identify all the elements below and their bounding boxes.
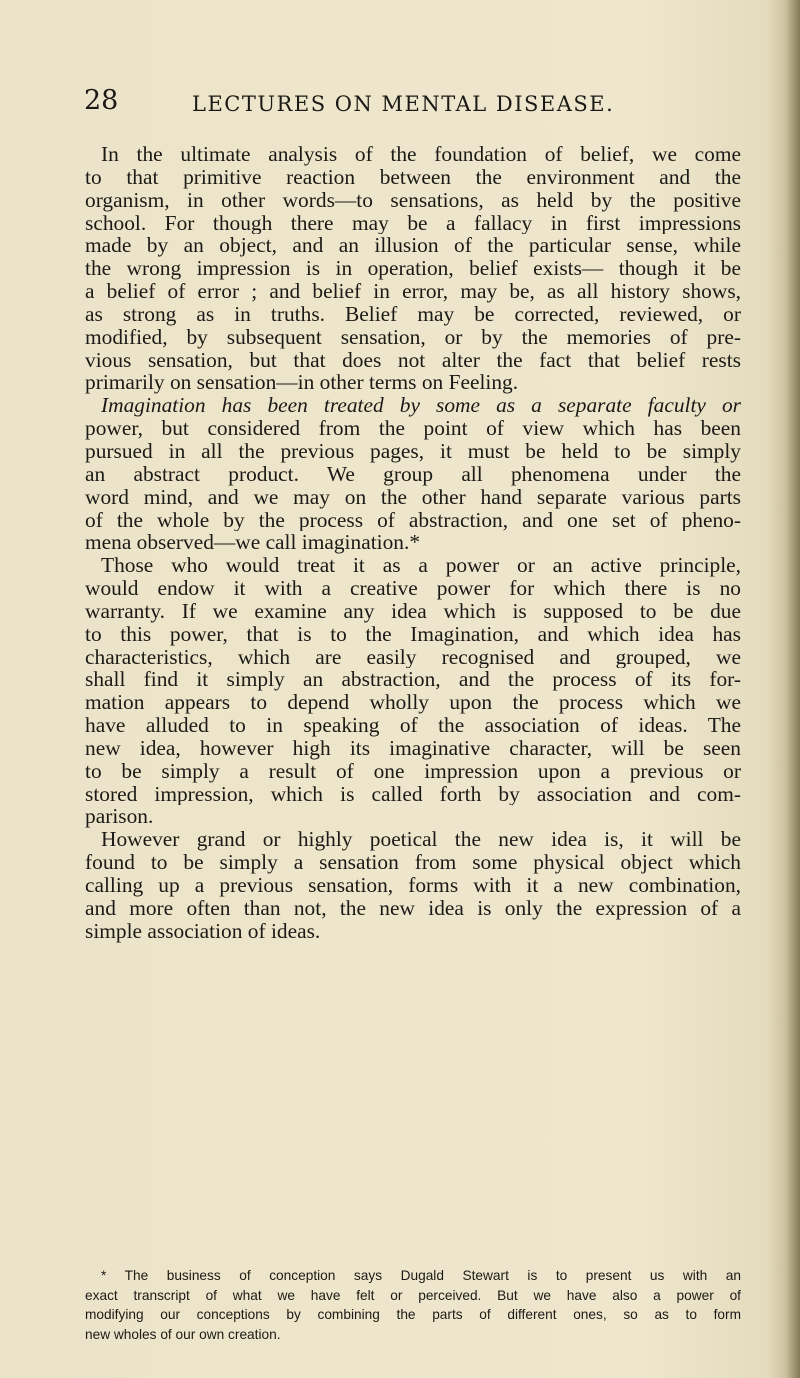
text-line: stored impression, which is called forth by association and com- [85,782,741,806]
text-line: have alluded to in speaking of the association of ideas. The [85,714,741,737]
page-edge-shadow [786,0,800,1378]
footnote-line: modifying our conceptions by combining the parts of different ones, so as to form [85,1307,741,1322]
text-line: organism, in other words—to sensations, as held by the positive [85,188,741,212]
text-line: to be simply a result of one impression upon a previous or [85,759,741,783]
text-line: mation appears to depend wholly upon the process which we [85,691,741,715]
page-header [80,86,740,120]
text-line: the wrong impression is in operation, belief exists— though it be [85,257,741,281]
text-line: to this power, that is to the Imagination, and which idea has [85,622,741,646]
text-line: power, but considered from the point of view which has been [85,417,741,440]
text-line: shall find it simply an abstraction, and the process of its for- [85,668,741,692]
footnote-line: * The business of conception says Dugald Stewart is to present us with an [101,1268,741,1283]
text-line: simple association of ideas. [85,919,321,943]
text-line: However grand or highly poetical the new idea is, it will be [101,828,741,852]
text-line: In the ultimate analysis of the foundation of belief, we come [101,143,741,166]
running-head: LECTURES ON MENTAL DISEASE. [192,92,615,116]
text-line: primarily on sensation—in other terms on Feeling. [85,371,519,395]
body-text [85,143,741,943]
text-line: school. For though there may be a fallacy in first impressions [85,211,741,235]
text-line: vious sensation, but that does not alter the fact that belief rests [85,348,741,372]
text-line: and more often than not, the new idea is only the expression of a [85,896,741,920]
text-line: characteristics, which are easily recognised and grouped, we [85,645,741,669]
text-line: of the whole by the process of abstraction, and one set of pheno- [85,508,741,532]
text-line: mena observed—we call imagination.* [85,531,421,555]
text-line: calling up a previous sensation, forms with it a new combination, [85,874,741,897]
footnote [85,1266,741,1344]
text-line: found to be simply a sensation from some physical object which [85,851,741,874]
text-line: parison. [85,805,154,829]
text-line: modified, by subsequent sensation, or by the memories of pre- [85,325,741,349]
text-line: would endow it with a creative power for which there is no [85,577,741,600]
text-line: Imagination has been treated by some as a separate faculty or [101,394,741,418]
text-line: as strong as in truths. Belief may be corrected, reviewed, or [85,302,741,326]
footnote-line: exact transcript of what we have felt or perceived. But we have also a power of [85,1287,741,1303]
text-line: to that primitive reaction between the environment and the [85,165,741,189]
footnote-line: new wholes of our own creation. [85,1326,281,1342]
text-line: word mind, and we may on the other hand separate various parts [85,485,741,509]
text-line: a belief of error ; and belief in error, may be, as all history shows, [85,280,741,303]
text-line: warranty. If we examine any idea which is supposed to be due [85,599,741,623]
text-line: Those who would treat it as a power or an active principle, [101,554,741,578]
text-line: new idea, however high its imaginative character, will be seen [85,736,741,760]
text-line: made by an object, and an illusion of the particular sense, while [85,234,741,258]
text-line: an abstract product. We group all phenomena under the [85,462,741,486]
page-number: 28 [84,85,119,116]
text-line: pursued in all the previous pages, it must be held to be simply [85,439,741,463]
